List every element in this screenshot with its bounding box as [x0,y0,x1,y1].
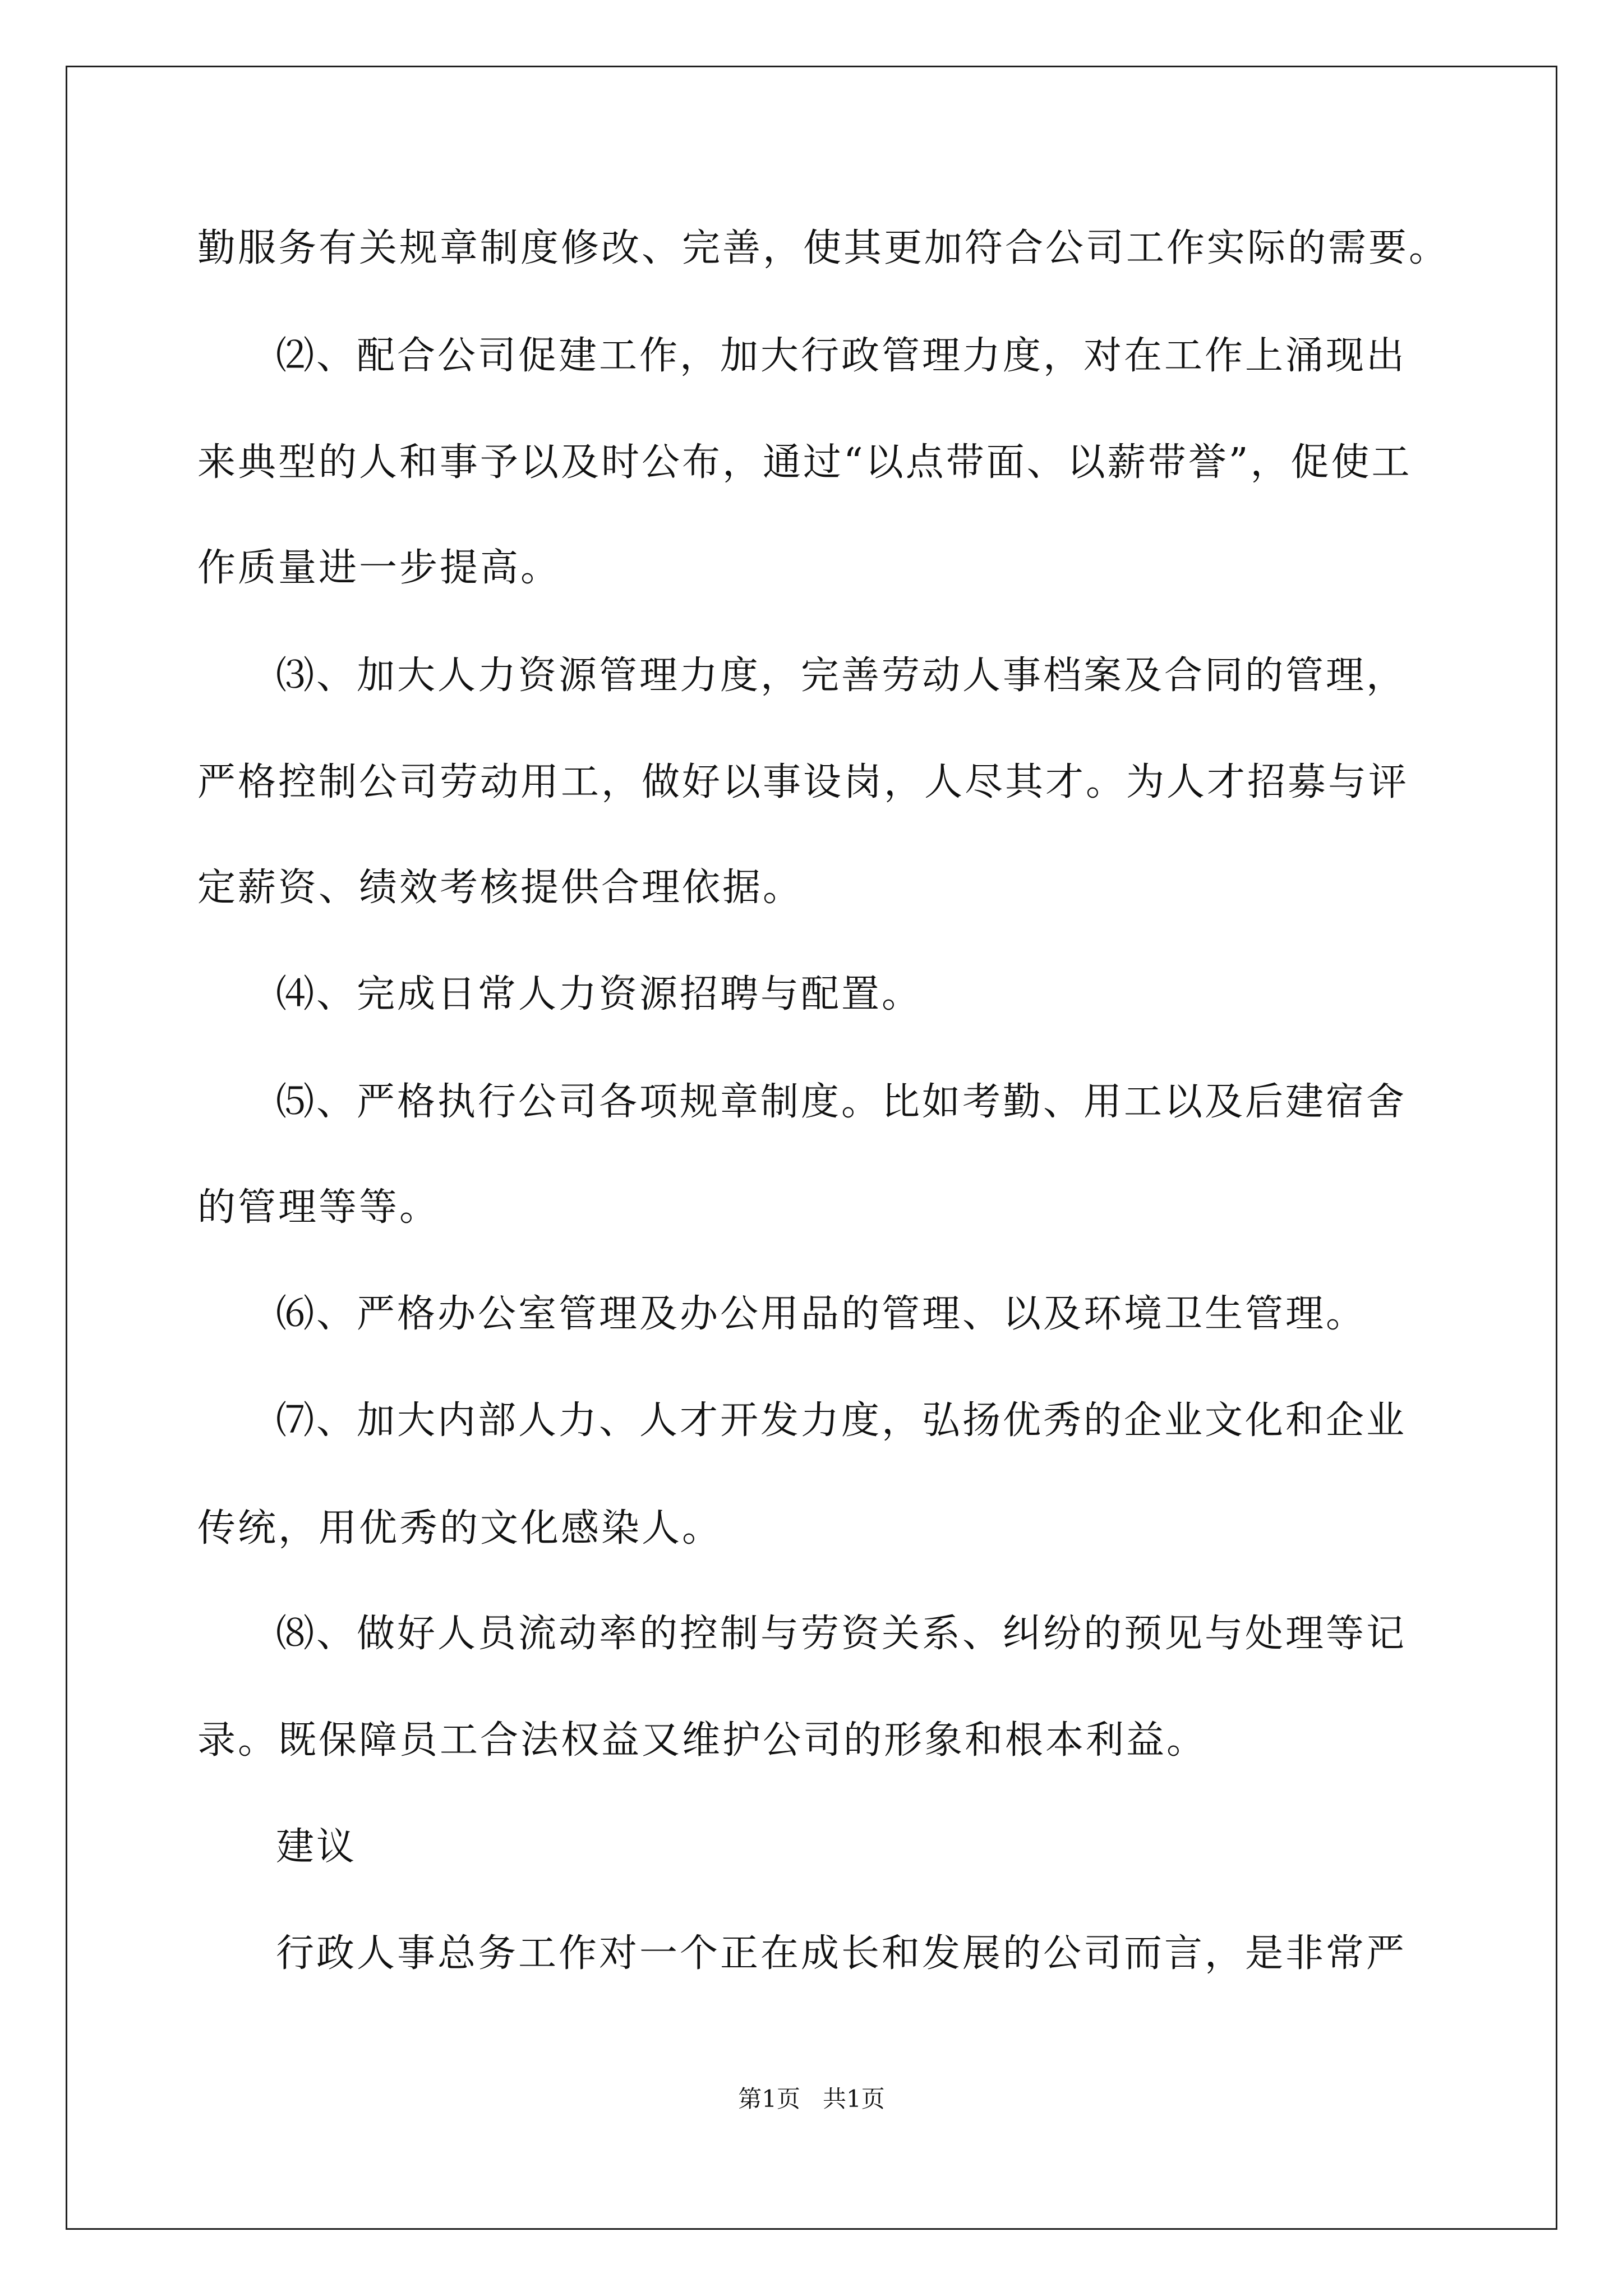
text-line: ⑺、加大内部人力、人才开发力度，弘扬优秀的企业文化和企业 [276,1398,1407,1443]
text-line: 的管理等等。 [197,1185,440,1230]
text-line: 勤服务有关规章制度修改、完善，使其更加符合公司工作实际的需要。 [197,226,1450,270]
text-line: 严格控制公司劳动用工，做好以事设岗，人尽其才。为人才招募与评 [197,760,1409,804]
text-line: 来典型的人和事予以及时公布，通过“以点带面、以薪带誉”，促使工 [197,440,1412,485]
text-line: 录。既保障员工合法权益又维护公司的形象和根本利益。 [197,1718,1207,1763]
text-line: ⑶、加大人力资源管理力度，完善劳动人事档案及合同的管理， [276,654,1407,698]
section-heading: 建议 [276,1825,357,1869]
page-number-footer: 第1页 共1页 [738,2085,885,2113]
text-line: 定薪资、绩效考核提供合理依据。 [197,866,804,910]
text-line: 行政人事总务工作对一个正在成长和发展的公司而言，是非常严 [276,1931,1407,1976]
text-line: ⑸、严格执行公司各项规章制度。比如考勤、用工以及后建宿舍 [276,1080,1407,1124]
page-border [66,66,1557,2230]
text-line: 作质量进一步提高。 [197,546,561,590]
text-line: ⑷、完成日常人力资源招聘与配置。 [276,972,923,1016]
text-line: ⑹、严格办公室管理及办公用品的管理、以及环境卫生管理。 [276,1292,1367,1336]
text-line: ⑻、做好人员流动率的控制与劳资关系、纠纷的预见与处理等记 [276,1612,1407,1656]
text-line: 传统，用优秀的文化感染人。 [197,1506,723,1550]
text-line: ⑵、配合公司促建工作，加大行政管理力度，对在工作上涌现出 [276,334,1407,378]
